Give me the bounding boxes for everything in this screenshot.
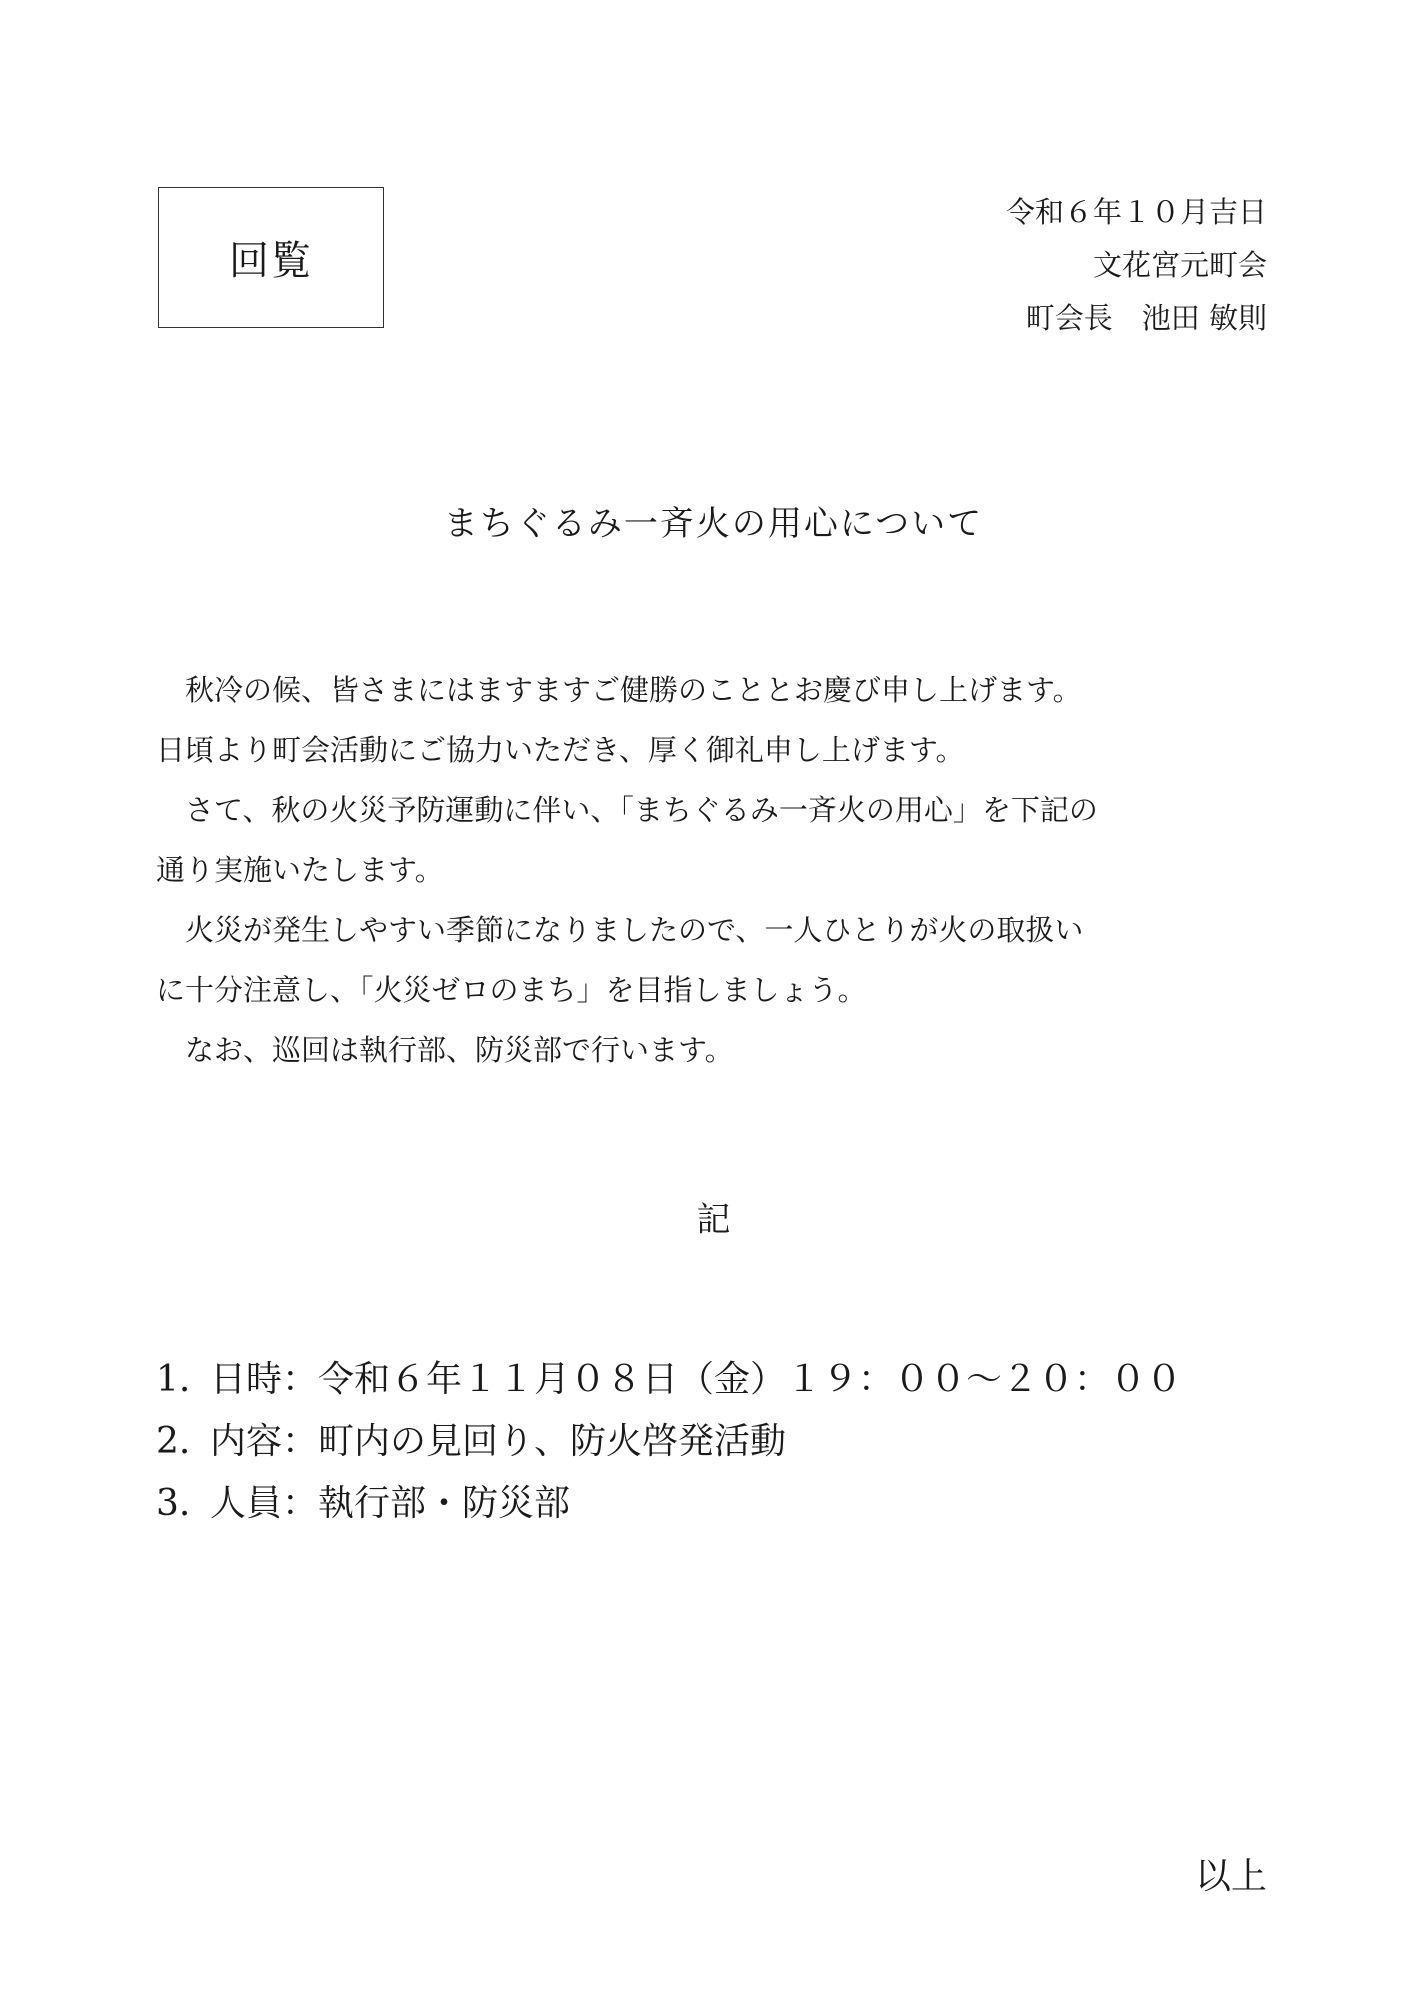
- issue-date: 令和６年１０月吉日: [1005, 195, 1267, 229]
- list-item: [156, 1349, 1182, 1411]
- details-list: [156, 1349, 1182, 1535]
- ki-heading: 記: [696, 1200, 731, 1240]
- circulation-label: 回覧: [229, 238, 313, 284]
- item-text: 内容：町内の見回り、防火啓発活動: [210, 1421, 787, 1462]
- signatory-name: 町会長 池田 敏則: [1025, 301, 1267, 335]
- body-text: [156, 660, 1276, 1080]
- body-line: 秋冷の候、皆さまにはますますご健勝のこととお慶び申し上げます。: [156, 673, 1082, 707]
- document-title: まちぐるみ一斉火の用心について: [443, 504, 984, 544]
- list-item: [156, 1411, 1182, 1473]
- list-item: [156, 1473, 1182, 1535]
- circulation-box: [158, 187, 384, 328]
- body-line: 通り実施いたします。: [156, 853, 444, 887]
- body-line: 日頃より町会活動にご協力いただき、厚く御礼申し上げます。: [156, 733, 965, 767]
- item-text: 人員：執行部・防災部: [210, 1483, 571, 1524]
- item-number: 1.: [156, 1359, 191, 1400]
- body-line: 火災が発生しやすい季節になりましたので、一人ひとりが火の取扱い: [156, 913, 1084, 947]
- item-text: 日時：令和６年１１月０８日（金）１９：００～２０：００: [210, 1359, 1183, 1400]
- body-line: に十分注意し、「火災ゼロのまち」を目指しましょう。: [156, 973, 867, 1007]
- closing-remark: 以上: [1194, 1856, 1267, 1897]
- body-line: なお、巡回は執行部、防災部で行います。: [156, 1033, 734, 1067]
- item-number: 3.: [156, 1483, 191, 1524]
- item-number: 2.: [156, 1421, 191, 1462]
- header-info: [1006, 186, 1267, 345]
- body-line: さて、秋の火災予防運動に伴い、「まちぐるみ一斉火の用心」を下記の: [156, 793, 1098, 827]
- organization-name: 文花宮元町会: [1092, 248, 1267, 282]
